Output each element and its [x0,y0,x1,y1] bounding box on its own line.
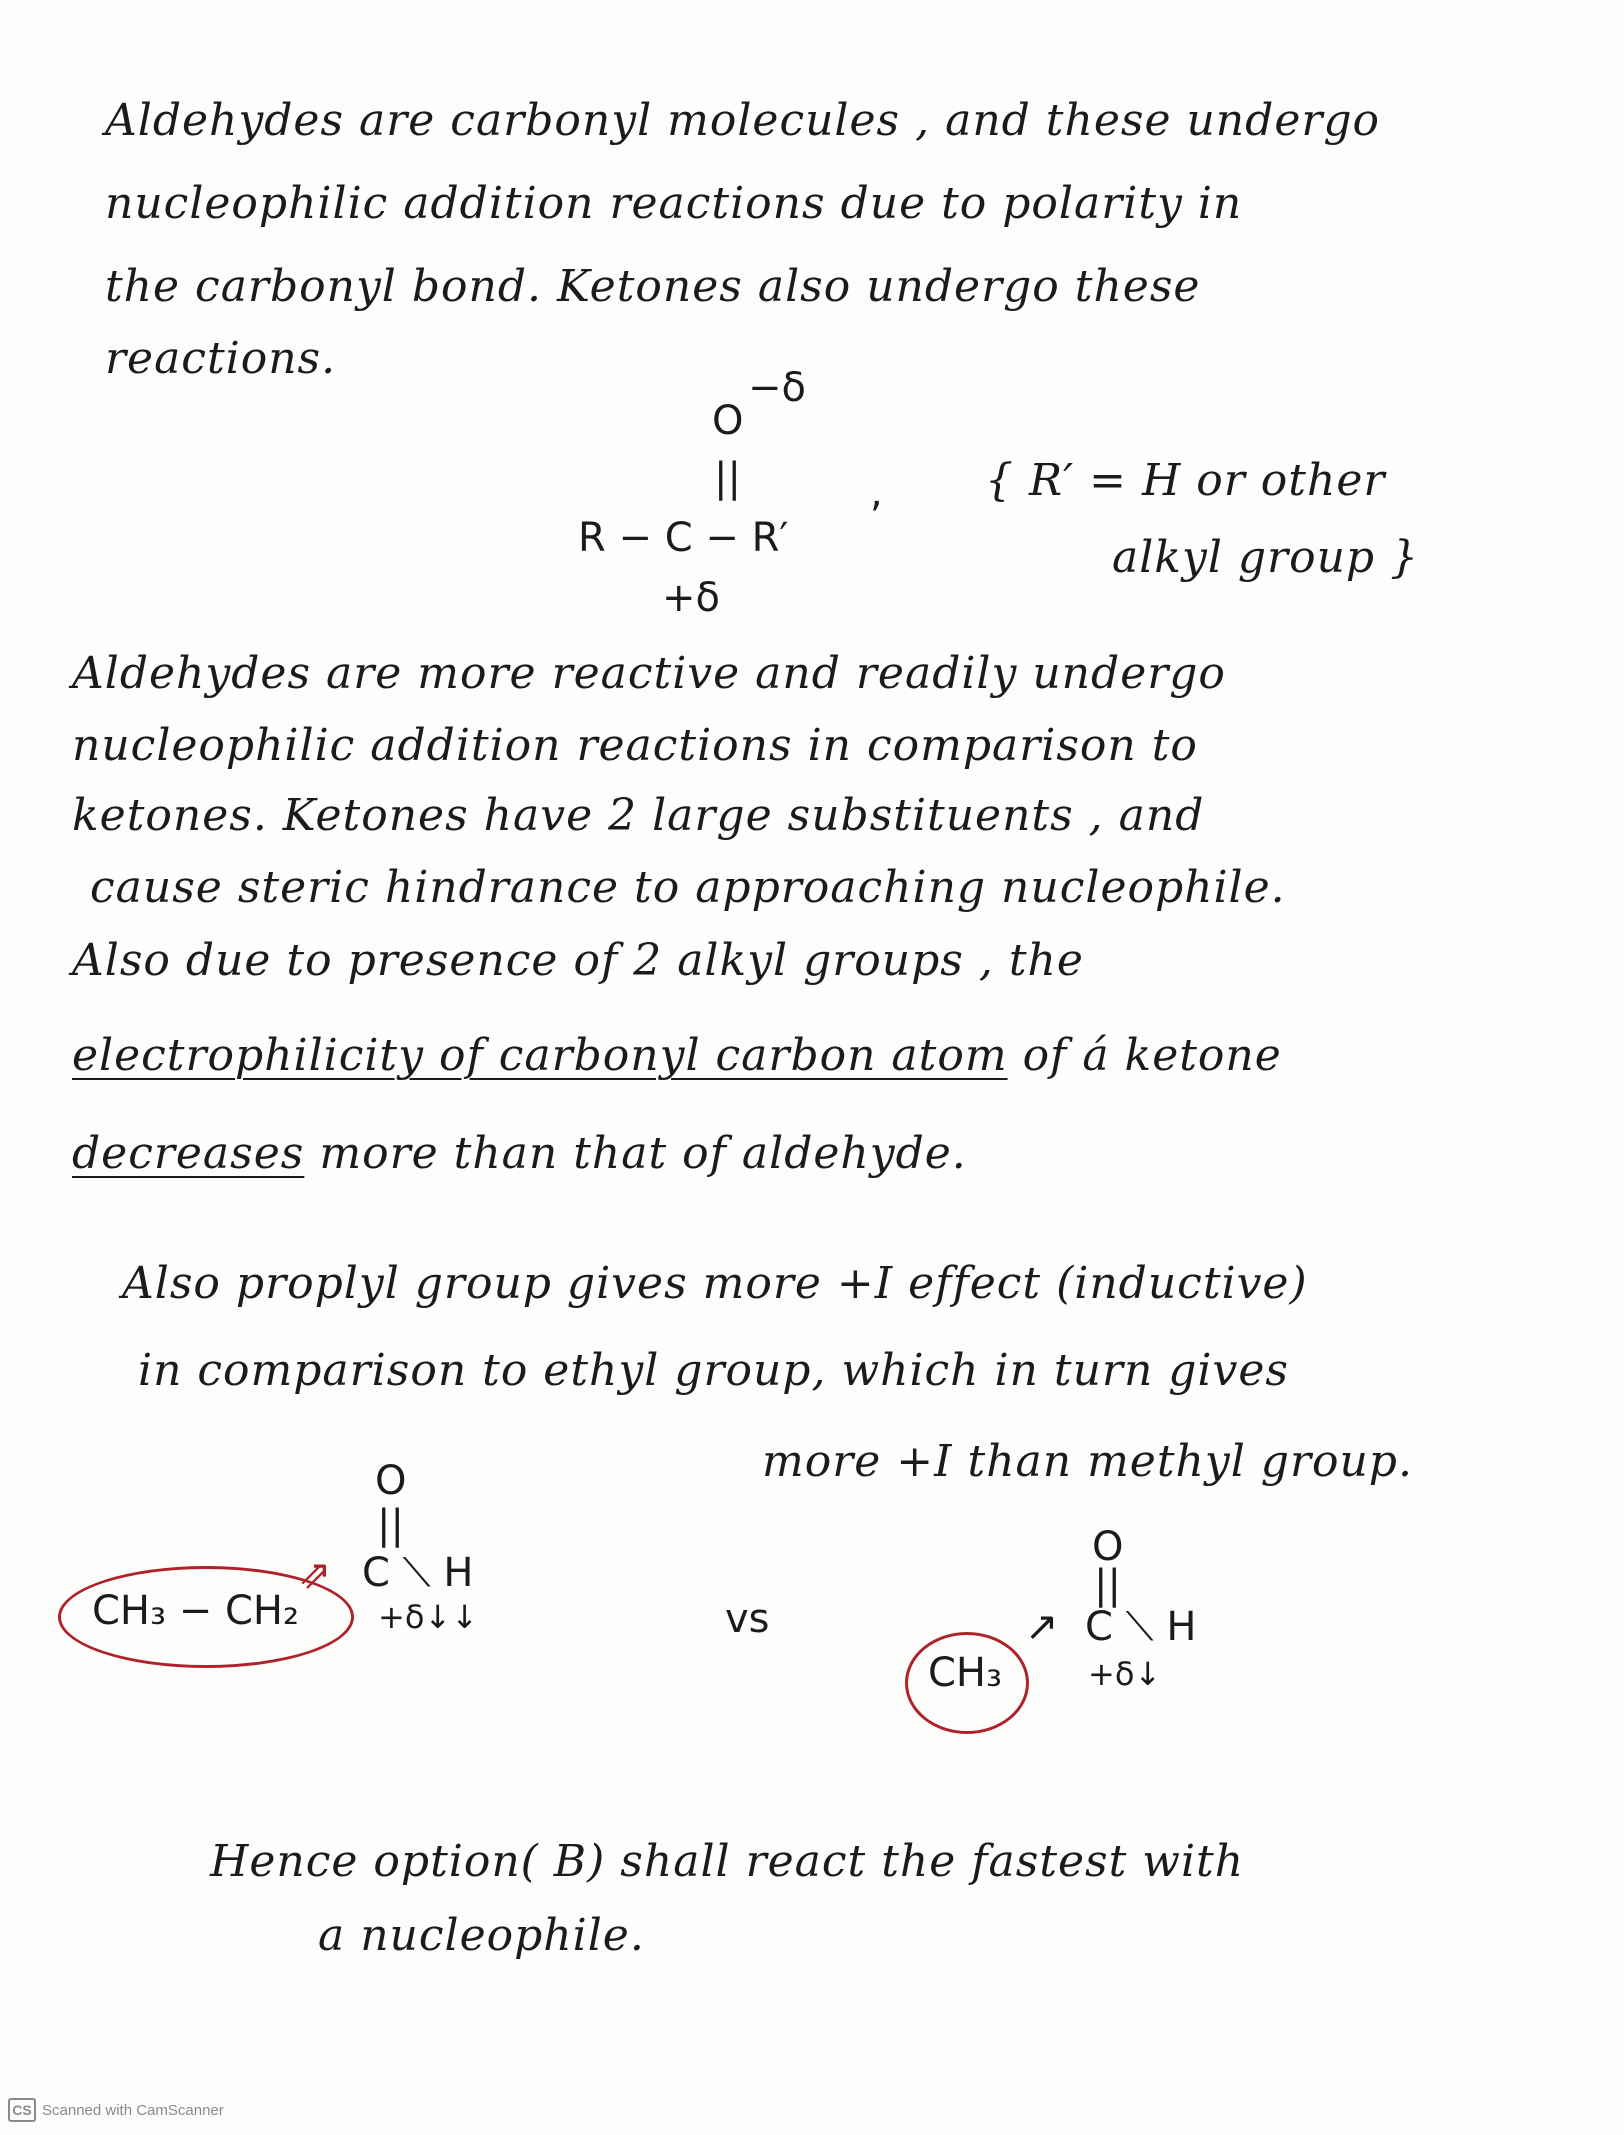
left-inductive-arrow: ⇗ [298,1552,332,1598]
para2-line5: Also due to presence of 2 alkyl groups , the [72,935,1084,986]
camscanner-logo-icon: CS [8,2098,36,2122]
para3-line1: Also proplyl group gives more +I effect (inductive) [122,1258,1308,1309]
ketone-text: of á ketone [1022,1030,1282,1081]
carbonyl-oxygen: O [712,398,744,444]
para3-line3: more +I than methyl group. [762,1436,1413,1487]
r-prime-note-line2: alkyl group } [1112,532,1420,583]
conclusion-line2: a nucleophile. [318,1910,645,1961]
aldehyde-comparison-text: more than that of aldehyde. [319,1128,967,1179]
structure-comma: , [870,470,883,516]
electrophilicity-underlined: electrophilicity of carbonyl carbon atom [72,1030,1008,1081]
delta-plus: +δ [662,575,720,621]
conclusion-line1: Hence option( B) shall react the fastest with [210,1836,1245,1887]
para2-line2: nucleophilic addition reactions in comparison to [72,720,1198,771]
para1-line3: the carbonyl bond. Ketones also undergo these [105,261,1201,312]
left-oxygen: O [375,1458,407,1504]
ethyl-group: CH₃ − CH₂ [92,1588,300,1634]
para1-line1: Aldehydes are carbonyl molecules , and these undergo [105,95,1381,146]
camscanner-text: Scanned with CamScanner [42,2101,224,2119]
methyl-group: CH₃ [928,1650,1003,1696]
para2-line4: cause steric hindrance to approaching nucleophile. [90,862,1286,913]
left-delta: +δ↓↓ [378,1598,479,1636]
left-double-bond: || [377,1502,404,1548]
carbonyl-chain: R − C − R′ [578,515,789,561]
right-inductive-arrow: ↗ [1025,1604,1059,1650]
versus-label: vs [725,1596,770,1642]
r-prime-note-line1: { R′ = H or other [985,455,1386,506]
para2-line6 [72,1030,1282,1081]
right-carbon-h: C ⟍ H [1085,1604,1197,1650]
decreases-underlined: decreases [72,1128,305,1179]
delta-minus: −δ [748,365,806,411]
para2-line7 [72,1128,967,1179]
para2-line1: Aldehydes are more reactive and readily undergo [72,648,1226,699]
para1-line4: reactions. [105,333,337,384]
camscanner-watermark [8,2098,224,2122]
right-double-bond: || [1094,1562,1121,1608]
right-delta: +δ↓ [1088,1655,1162,1693]
right-oxygen: O [1092,1524,1124,1570]
para3-line2: in comparison to ethyl group, which in turn gives [138,1345,1289,1396]
carbonyl-double-bond: || [714,455,741,501]
para2-line3: ketones. Ketones have 2 large substituents , and [72,790,1205,841]
para1-line2: nucleophilic addition reactions due to polarity in [105,178,1243,229]
left-carbon-h: C ⟍ H [362,1550,474,1596]
